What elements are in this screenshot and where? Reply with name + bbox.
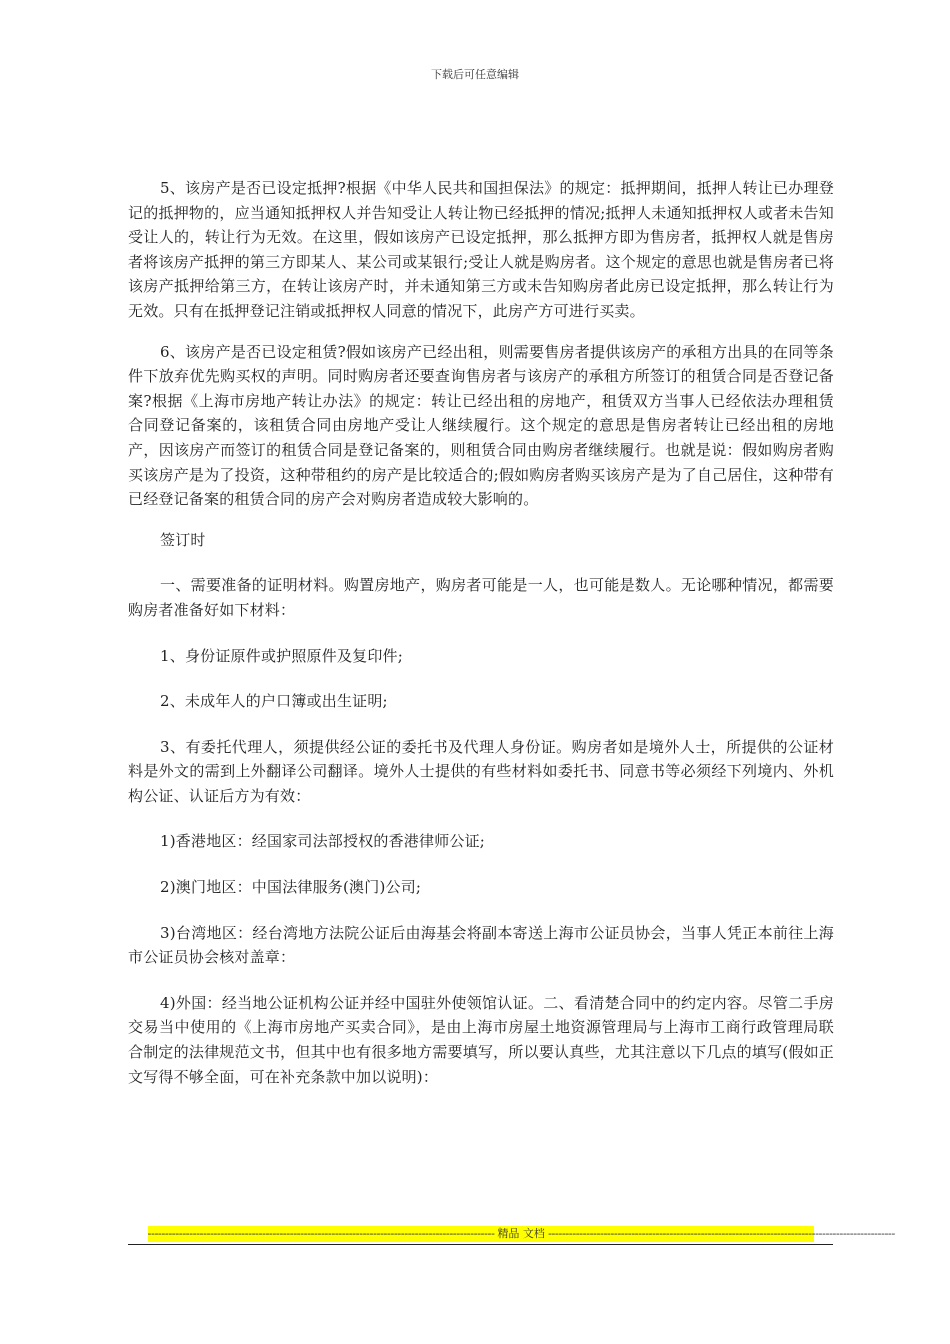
footer-label: 精品 文档 — [497, 1227, 545, 1240]
section-heading-signing: 签订时 — [160, 530, 206, 549]
footer-rule — [128, 1244, 833, 1245]
paragraph-required-materials: 一、需要准备的证明材料。购置房地产，购房者可能是一人，也可能是数人。无论哪种情况，都需要购房者准备好如下材料： — [128, 576, 834, 619]
footer-dash-right: ---------------------------------------------------------------------------------------------------- — [547, 1227, 895, 1240]
list-item-power-of-attorney: 3、有委托代理人，须提供经公证的委托书及代理人身份证。购房者如是境外人士，所提供的公证材料是外文的需到上外翻译公司翻译。境外人士提供的有些材料如委托书、同意书等必须经下列境内、外机构公证、认证后方为有效： — [128, 737, 834, 805]
list-item-foreign: 4)外国：经当地公证机构公证并经中国驻外使领馆认证。二、看清楚合同中的约定内容。尽管二手房交易当中使用的《上海市房地产买卖合同》，是由上海市房屋土地资源管理局与上海市工商行政管理局联合制定的法律规范文书，但其中也有很多地方需要填写，所以要认真些，尤其注意以下几点的填写(假如正文写得不够全面，可在补充条款中加以说明)： — [128, 993, 834, 1086]
page-footer — [128, 1226, 895, 1245]
list-item-id-card: 1、身份证原件或护照原件及复印件; — [160, 646, 403, 665]
paragraph-mortgage: 5、该房产是否已设定抵押?根据《中华人民共和国担保法》的规定：抵押期间，抵押人转让已办理登记的抵押物的，应当通知抵押权人并告知受让人转让物已经抵押的情况;抵押人未通知抵押权人或者未告知受让人的，转让行为无效。在这里，假如该房产已设定抵押，那么抵押方即为售房者，抵押权人就是售房者将该房产抵押的第三方即某人、某公司或某银行;受让人就是购房者。这个规定的意思也就是售房者已将该房产抵押给第三方，在转让该房产时，并未通知第三方或未告知购房者此房已设定抵押，那么转让行为无效。只有在抵押登记注销或抵押权人同意的情况下，此房产方可进行买卖。 — [128, 179, 834, 320]
list-item-taiwan: 3)台湾地区：经台湾地方法院公证后由海基会将副本寄送上海市公证员协会，当事人凭正本前往上海市公证员协会核对盖章： — [128, 923, 834, 967]
document-body — [128, 176, 834, 1089]
list-item-macau: 2)澳门地区：中国法律服务(澳门)公司; — [160, 878, 422, 897]
page-header-note: 下载后可任意编辑 — [431, 68, 519, 81]
paragraph-lease: 6、该房产是否已设定租赁?假如该房产已经出租，则需要售房者提供该房产的承租方出具的在同等条件下放弃优先购买权的声明。同时购房者还要查询售房者与该房产的承租方所签订的租赁合同是否登记备案?根据《上海市房地产转让办法》的规定：转让已经出租的房地产，租赁双方当事人已经依法办理租赁合同登记备案的，该租赁合同由房地产受让人继续履行。这个规定的意思是售房者转让已经出租的房地产，因该房产而签订的租赁合同是登记备案的，则租赁合同由购房者继续履行。也就是说：假如购房者购买该房产是为了投资，这种带租约的房产是比较适合的;假如购房者购买该房产是为了自己居住，这种带有已经登记备案的租赁合同的房产会对购房者造成较大影响的。 — [128, 342, 834, 509]
footer-dash-left: ---------------------------------------------------------------------------------------------------- — [147, 1227, 495, 1240]
list-item-household-register: 2、未成年人的户口簿或出生证明; — [160, 692, 388, 711]
footer-highlight-bar — [147, 1226, 895, 1242]
list-item-hong-kong: 1)香港地区：经国家司法部授权的香港律师公证; — [160, 832, 486, 851]
